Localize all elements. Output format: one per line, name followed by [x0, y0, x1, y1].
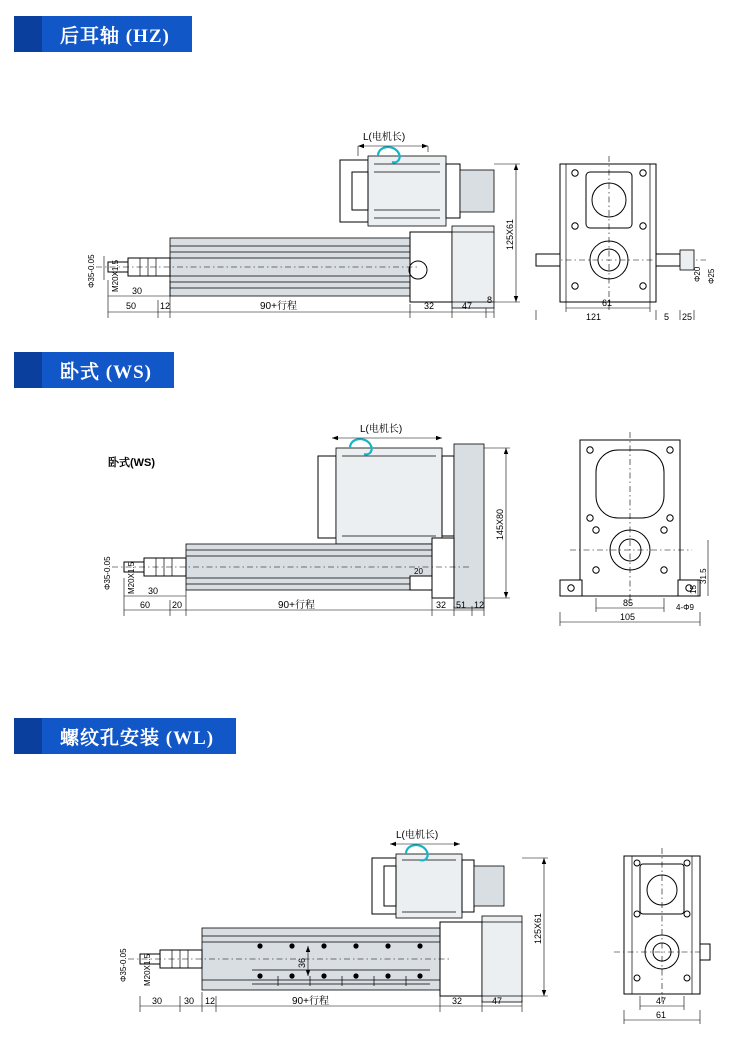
dim-side-height-ws: 145X80 [495, 508, 505, 540]
dim-stroke-ws: 90+行程 [278, 600, 315, 611]
dim-36-wl: 36 [297, 957, 307, 968]
dim-51-ws: 51 [456, 600, 467, 610]
dim-30-ws: 30 [148, 586, 159, 596]
dim-20b-ws: 20 [172, 600, 183, 610]
dim-50-hz: 50 [126, 301, 137, 311]
drawing-hz [0, 60, 750, 320]
dim-side-height-hz: 125X61 [505, 218, 515, 250]
dim-121-hz: 121 [586, 312, 602, 320]
dim-32-ws: 32 [436, 600, 447, 610]
dim-47-wl: 47 [492, 996, 503, 1006]
dim-12-wl: 12 [205, 996, 216, 1006]
dim-60-ws: 60 [140, 600, 151, 610]
dim-30b-wl: 30 [184, 996, 195, 1006]
dim-20a-ws: 20 [414, 567, 423, 576]
dim-105-ws: 105 [620, 612, 636, 622]
dim-shaft-dia-wl: Φ35-0.05 [119, 948, 128, 982]
dim-end-dia-20-hz: Φ20 [693, 266, 702, 282]
dim-85-ws: 85 [623, 598, 634, 608]
dim-32-hz: 32 [424, 301, 435, 311]
dim-61-wl: 61 [656, 1010, 667, 1020]
dim-thread-wl: M20X1.5 [143, 953, 152, 986]
caption-ws: 卧式(WS) [108, 457, 156, 469]
dim-side-height-wl: 125X61 [533, 912, 543, 944]
dim-stroke-hz: 90+行程 [260, 301, 297, 312]
banner-tab [14, 16, 42, 52]
section-title-ws: 卧式 (WS) [60, 361, 152, 383]
dim-31-5-ws: 31.5 [699, 568, 708, 584]
dim-12-ws: 12 [474, 600, 485, 610]
section-title-hz: 后耳轴 (HZ) [60, 25, 170, 47]
banner-bar [42, 16, 192, 52]
drawing-ws [0, 398, 750, 658]
drawing-wl [0, 810, 750, 1045]
dim-motor-length-hz: L(电机长) [363, 132, 406, 143]
banner-bar [42, 352, 174, 388]
dim-thread-ws: M20X1.5 [127, 561, 136, 594]
dim-end-dia-25-hz: Φ25 [707, 268, 716, 284]
dim-8-hz: 8 [487, 295, 493, 305]
dim-thread-hz: M20X1.5 [111, 259, 120, 292]
dim-12-hz: 12 [160, 301, 171, 311]
dim-5-hz: 5 [664, 312, 670, 320]
dim-30a-wl: 30 [152, 996, 163, 1006]
dim-30-hz: 30 [132, 286, 143, 296]
dim-shaft-dia-ws: Φ35-0.05 [103, 556, 112, 590]
dim-47b-wl: 47 [656, 996, 667, 1006]
dim-stroke-wl: 90+行程 [292, 996, 329, 1007]
dim-15-ws: 15 [689, 585, 698, 594]
dim-motor-length-wl: L(电机长) [396, 830, 439, 841]
dim-holes-ws: 4-Φ9 [676, 603, 694, 612]
section-title-wl: 螺纹孔安装 (WL) [60, 727, 215, 749]
banner-tab [14, 352, 42, 388]
banner-tab [14, 718, 42, 754]
dim-25-hz: 25 [682, 312, 693, 320]
dim-32-wl: 32 [452, 996, 463, 1006]
dim-61-hz: 61 [602, 298, 613, 308]
dim-47-hz: 47 [462, 301, 473, 311]
dim-shaft-dia-hz: Φ35-0.05 [87, 254, 96, 288]
dim-motor-length-ws: L(电机长) [360, 424, 403, 435]
banner-bar [42, 718, 236, 754]
